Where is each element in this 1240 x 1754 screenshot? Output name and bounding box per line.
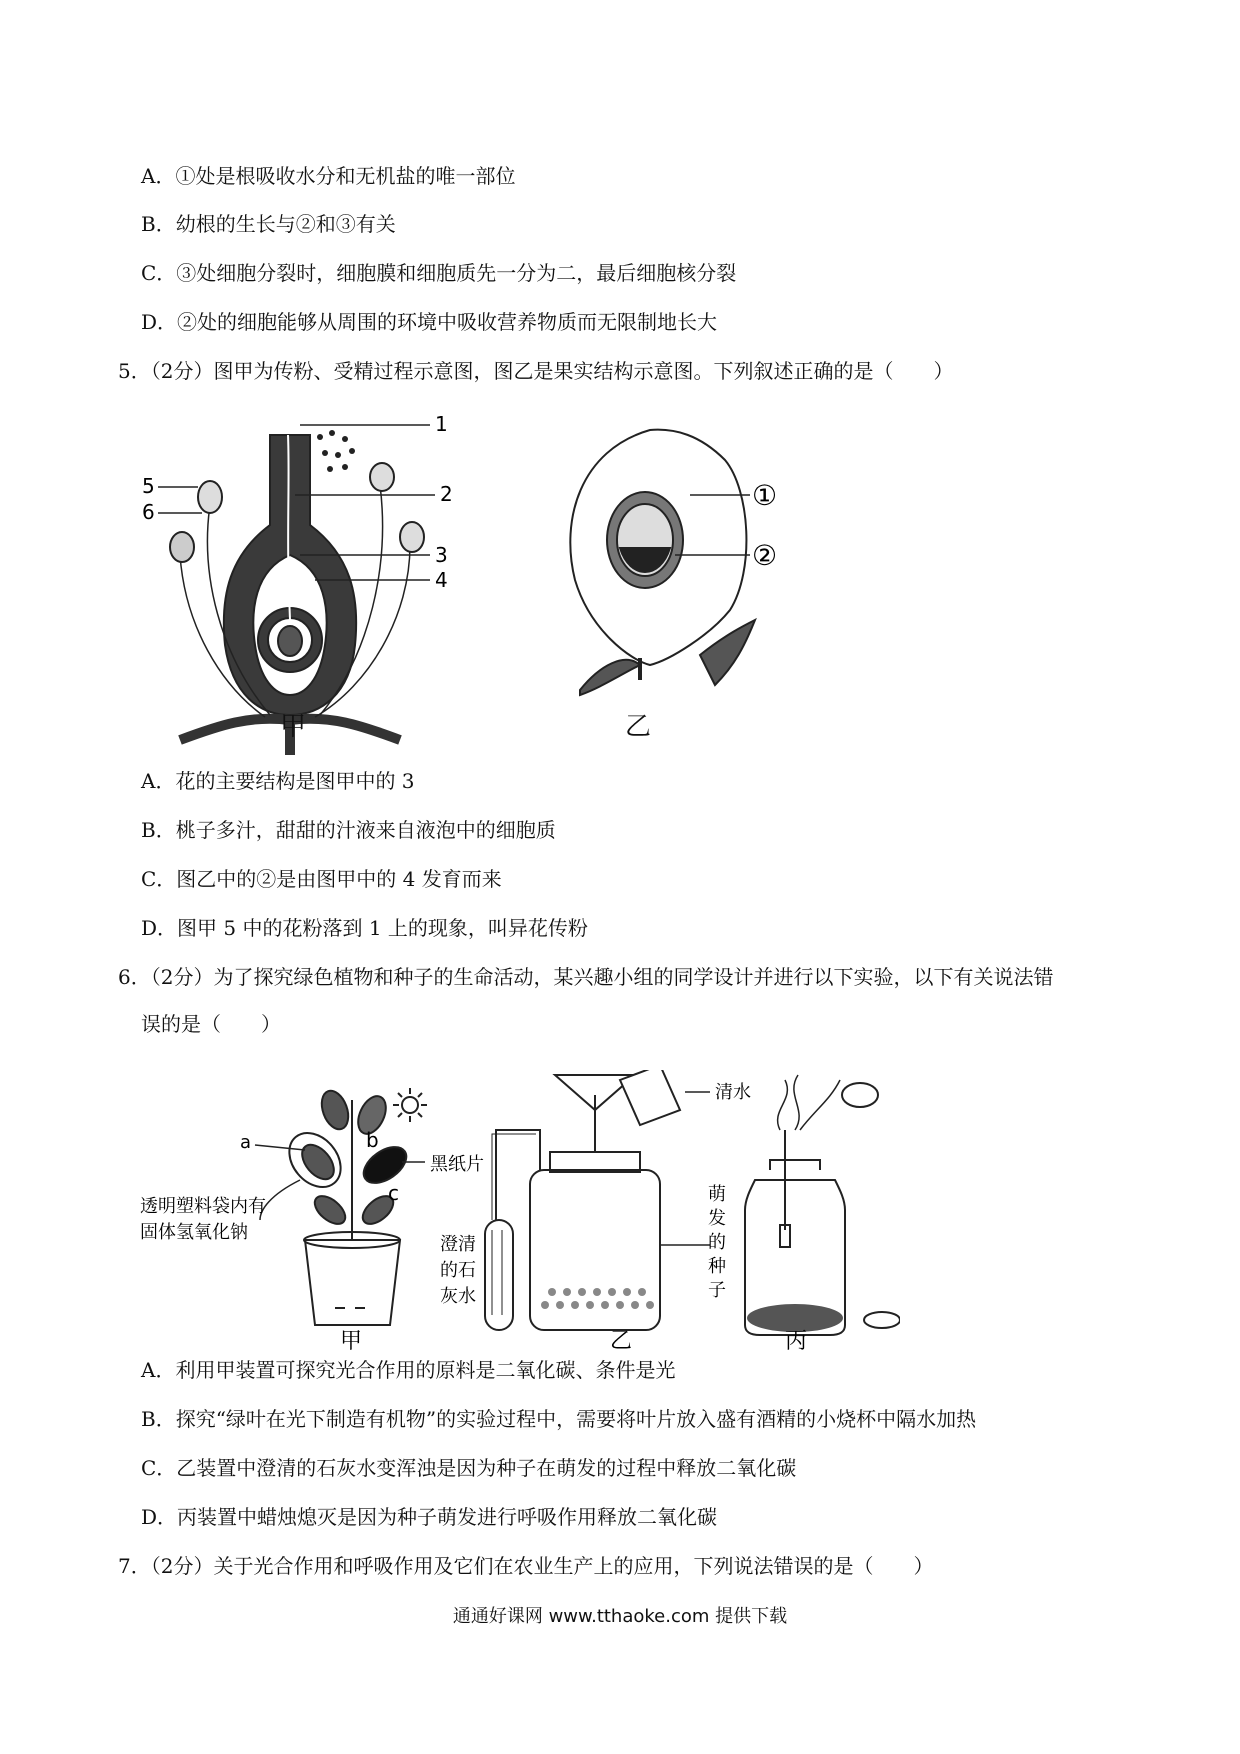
jia-label-4: 4 <box>435 568 448 592</box>
q6-bag-line2: 固体氢氧化钠 <box>140 1222 248 1243</box>
page-footer: 通通好课网 www.tthaoke.com 提供下载 <box>452 1606 788 1627</box>
q5-figure-yi <box>540 420 860 700</box>
q5-caption-jia: 甲 <box>280 712 307 742</box>
q6-label-b: b <box>366 1128 379 1152</box>
q4-option-d: D．②处的细胞能够从周围的环境中吸收营养物质而无限制地长大 <box>141 310 718 334</box>
q5-caption-yi: 乙 <box>625 712 652 742</box>
q6-option-c: C．乙装置中澄清的石灰水变浑浊是因为种子在萌发的过程中释放二氧化碳 <box>141 1456 797 1480</box>
q6-caption-yi: 乙 <box>610 1329 633 1350</box>
jia-label-1: 1 <box>435 412 448 436</box>
q6-caption-jia: 甲 <box>340 1329 363 1350</box>
q5-stem: 5．（2分）图甲为传粉、受精过程示意图，图乙是果实结构示意图。下列叙述正确的是（ ） <box>118 359 954 383</box>
q6-label-c: c <box>388 1181 399 1205</box>
q6-label-a: a <box>240 1132 252 1153</box>
jia-label-5: 5 <box>142 474 155 498</box>
q6-seeds-3: 的 <box>708 1232 726 1253</box>
q4-option-c: C．③处细胞分裂时，细胞膜和细胞质先一分为二，最后细胞核分裂 <box>141 261 737 285</box>
q6-black-paper: 黑纸片 <box>430 1154 484 1175</box>
q4-option-a: A．①处是根吸收水分和无机盐的唯一部位 <box>141 164 516 188</box>
yi-label-1: ① <box>752 479 778 512</box>
yi-label-2: ② <box>752 539 778 572</box>
q6-figure <box>140 1070 900 1350</box>
q5-option-a: A．花的主要结构是图甲中的 3 <box>141 769 415 793</box>
jia-label-2: 2 <box>440 482 453 506</box>
q6-limewater-3: 灰水 <box>440 1286 476 1307</box>
q6-seeds-5: 子 <box>708 1280 726 1301</box>
q5-option-d: D．图甲 5 中的花粉落到 1 上的现象，叫异花传粉 <box>141 916 588 940</box>
q5-option-c: C．图乙中的②是由图甲中的 4 发育而来 <box>141 867 502 891</box>
q6-seeds-1: 萌 <box>708 1184 726 1205</box>
q6-limewater-2: 的石 <box>440 1260 476 1281</box>
q6-limewater-1: 澄清 <box>440 1234 476 1255</box>
q6-stem-line1: 6．（2分）为了探究绿色植物和种子的生命活动，某兴趣小组的同学设计并进行以下实验，以下有关说法错 <box>118 965 1054 989</box>
q6-bag-line1: 透明塑料袋内有 <box>140 1196 266 1217</box>
q5-option-b: B．桃子多汁，甜甜的汁液来自液泡中的细胞质 <box>141 818 556 842</box>
q6-option-d: D．丙装置中蜡烛熄灭是因为种子萌发进行呼吸作用释放二氧化碳 <box>141 1505 718 1529</box>
q6-seeds-4: 种 <box>708 1256 726 1277</box>
q6-caption-bing: 丙 <box>785 1329 808 1350</box>
q6-seeds-2: 发 <box>708 1208 726 1229</box>
q6-stem-line2: 误的是（ ） <box>141 1012 281 1036</box>
q6-option-b: B．探究“绿叶在光下制造有机物”的实验过程中，需要将叶片放入盛有酒精的小烧杯中隔水加热 <box>141 1407 977 1431</box>
jia-label-6: 6 <box>142 500 155 524</box>
q4-option-b: B．幼根的生长与②和③有关 <box>141 212 396 236</box>
q7-stem: 7．（2分）关于光合作用和呼吸作用及它们在农业生产上的应用，下列说法错误的是（ ） <box>118 1554 934 1578</box>
q6-option-a: A．利用甲装置可探究光合作用的原料是二氧化碳、条件是光 <box>141 1358 676 1382</box>
jia-label-3: 3 <box>435 543 448 567</box>
q6-clear-water: 清水 <box>715 1082 751 1103</box>
q5-figure-jia <box>140 405 480 755</box>
